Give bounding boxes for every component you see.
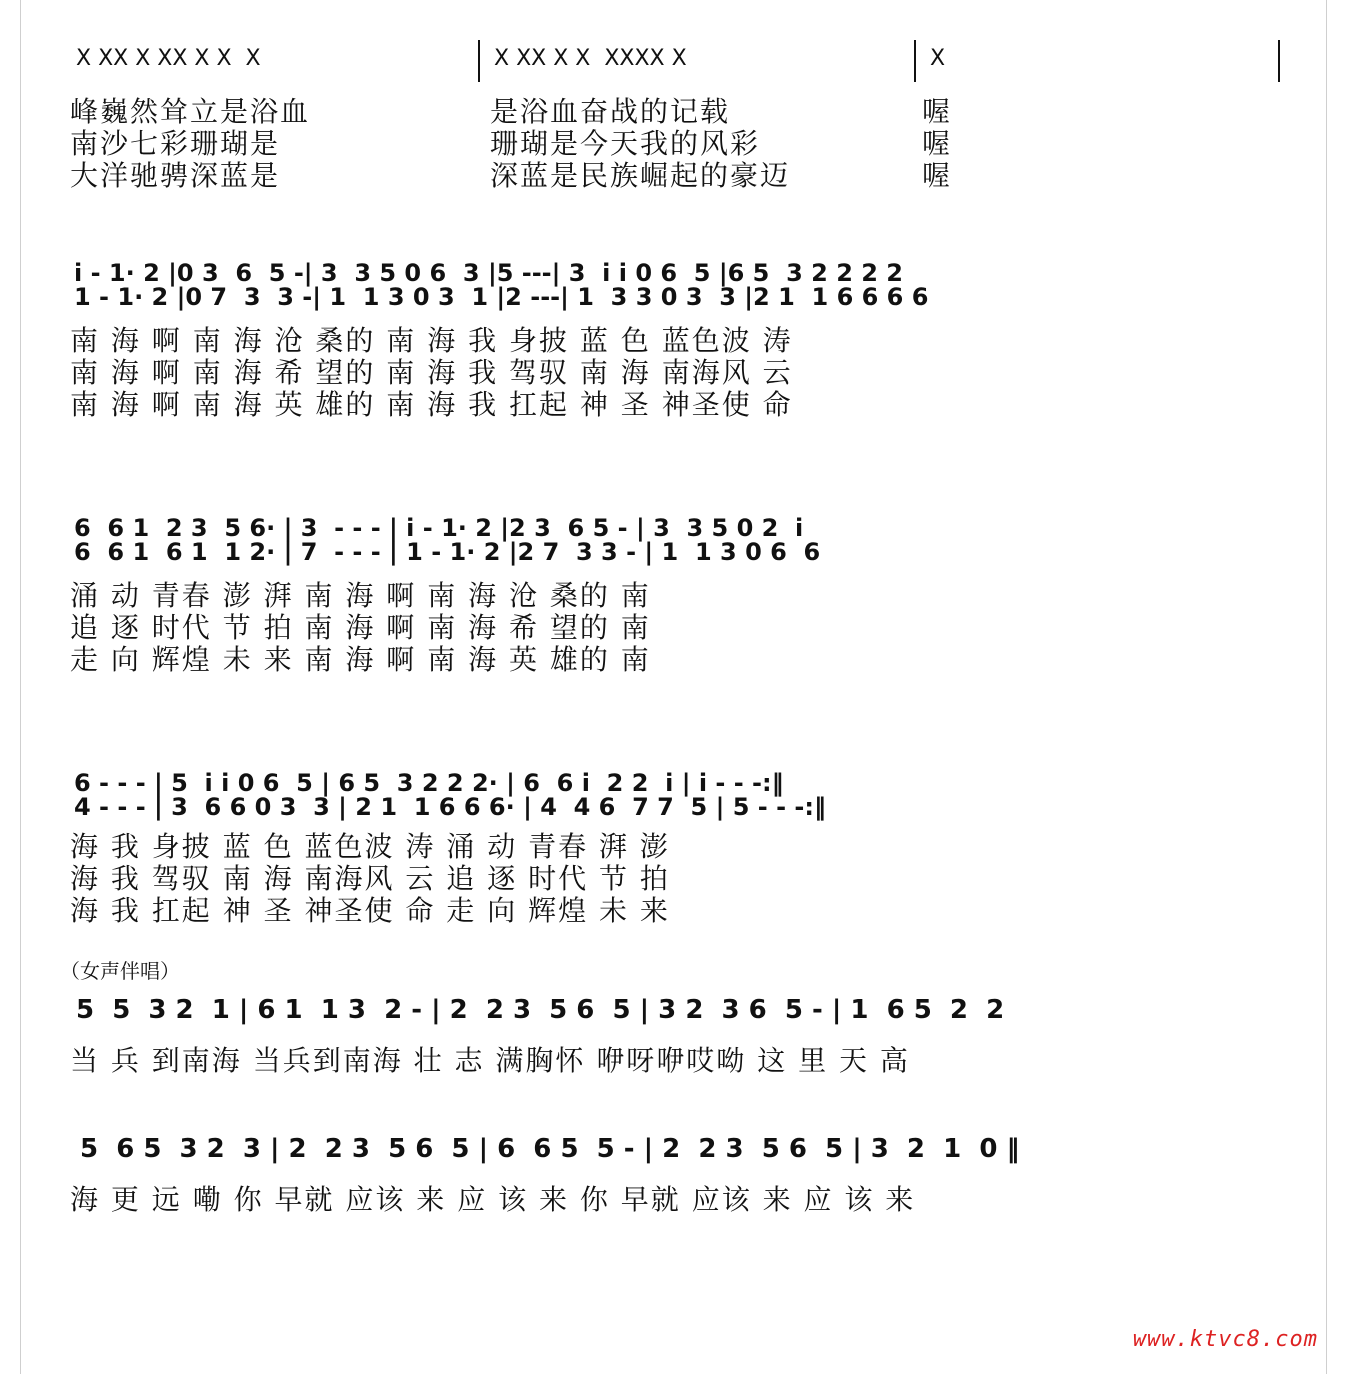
system-5-lyrics: 当 兵 到南海 当兵到南海 壮 志 满胸怀 咿呀咿哎呦 这 里 天 高	[70, 1044, 910, 1077]
system-4-notes-bottom: 4 - - - | 3 6 6 0 3 3 | 2 1 1 6 6 6· | 4 4 6 7 7 5 | 5 - - -:‖	[74, 793, 826, 821]
left-margin-line	[20, 0, 21, 1374]
system-5-notes: 5 5 3 2 1 | 6 1 1 3 2 - | 2 2 3 5 6 5 | 3 2 3 6 5 - | 1 6 5 2 2	[76, 995, 1005, 1025]
system-2	[70, 255, 1288, 425]
system-3-notes-top: 6 6 1 2 3 5 6· | 3 - - - | i - 1· 2 |2 3 6 5 - | 3 3 5 0 2 i	[74, 514, 804, 542]
system-4-notes-top: 6 - - - | 5 i i 0 6 5 | 6 5 3 2 2 2· | 6 6 i 2 2 i | i - - -:‖	[74, 769, 784, 797]
intro-system	[70, 40, 1288, 190]
intro-bar-end	[1278, 40, 1280, 82]
system-2-lyric-2: 南 海 啊 南 海 希 望的 南 海 我 驾驭 南 海 南海风 云	[70, 356, 793, 389]
system-2-notes-bottom: 1 - 1· 2 |0 7 3 3 -| 1 1 3 0 3 1 |2 ---| 1 3 3 0 3 3 |2 1 1 6 6 6 6	[74, 283, 929, 311]
intro-rhythm-1: X XX X XX X X X	[76, 46, 261, 71]
intro-lyric-line-1: 峰巍然耸立是浴血 是浴血奋战的记载 喔	[70, 95, 953, 128]
site-logo: www.ktvc8.com	[1132, 1327, 1318, 1352]
intro-rhythm-3: X	[930, 46, 946, 71]
system-6-lyrics: 海 更 远 嘞 你 早就 应该 来 应 该 来 你 早就 应该 来 应 该 来	[70, 1183, 916, 1216]
intro-lyric-line-3: 大洋驰骋深蓝是 深蓝是民族崛起的豪迈 喔	[70, 159, 953, 192]
intro-rhythm-2: X XX X X XXXX X	[494, 46, 687, 71]
system-2-lyric-3: 南 海 啊 南 海 英 雄的 南 海 我 扛起 神 圣 神圣使 命	[70, 388, 793, 421]
system-2-notes-top: i - 1· 2 |0 3 6 5 -| 3 3 5 0 6 3 |5 ---| 3 i i 0 6 5 |6 5 3 2 2 2 2	[74, 259, 904, 287]
intro-lyric-line-2: 南沙七彩珊瑚是 珊瑚是今天我的风彩 喔	[70, 127, 953, 160]
right-margin-line	[1326, 0, 1327, 1374]
system-3-lyric-1: 涌 动 青春 澎 湃 南 海 啊 南 海 沧 桑的 南	[70, 579, 651, 612]
system-4-lyric-3: 海 我 扛起 神 圣 神圣使 命 走 向 辉煌 未 来	[70, 894, 670, 927]
system-4	[70, 765, 1288, 935]
system-3-lyric-3: 走 向 辉煌 未 来 南 海 啊 南 海 英 雄的 南	[70, 643, 651, 676]
system-4-lyric-1: 海 我 身披 蓝 色 蓝色波 涛 涌 动 青春 湃 澎	[70, 830, 670, 863]
intro-bar-2	[914, 40, 916, 82]
system-3	[70, 510, 1288, 680]
intro-bar-1	[478, 40, 480, 82]
system-6	[70, 1130, 1288, 1220]
system-5	[60, 955, 1288, 1077]
system-3-notes-bottom: 6 6 1 6 1 1 2· | 7 - - - | 1 - 1· 2 |2 7 3 3 - | 1 1 3 0 6 6	[74, 538, 821, 566]
system-6-notes: 5 6 5 3 2 3 | 2 2 3 5 6 5 | 6 6 5 5 - | 2 2 3 5 6 5 | 3 2 1 0 ‖	[80, 1134, 1020, 1164]
system-4-lyric-2: 海 我 驾驭 南 海 南海风 云 追 逐 时代 节 拍	[70, 862, 670, 895]
system-5-caption: （女声伴唱）	[60, 959, 180, 983]
system-3-lyric-2: 追 逐 时代 节 拍 南 海 啊 南 海 希 望的 南	[70, 611, 651, 644]
system-2-lyric-1: 南 海 啊 南 海 沧 桑的 南 海 我 身披 蓝 色 蓝色波 涛	[70, 324, 793, 357]
